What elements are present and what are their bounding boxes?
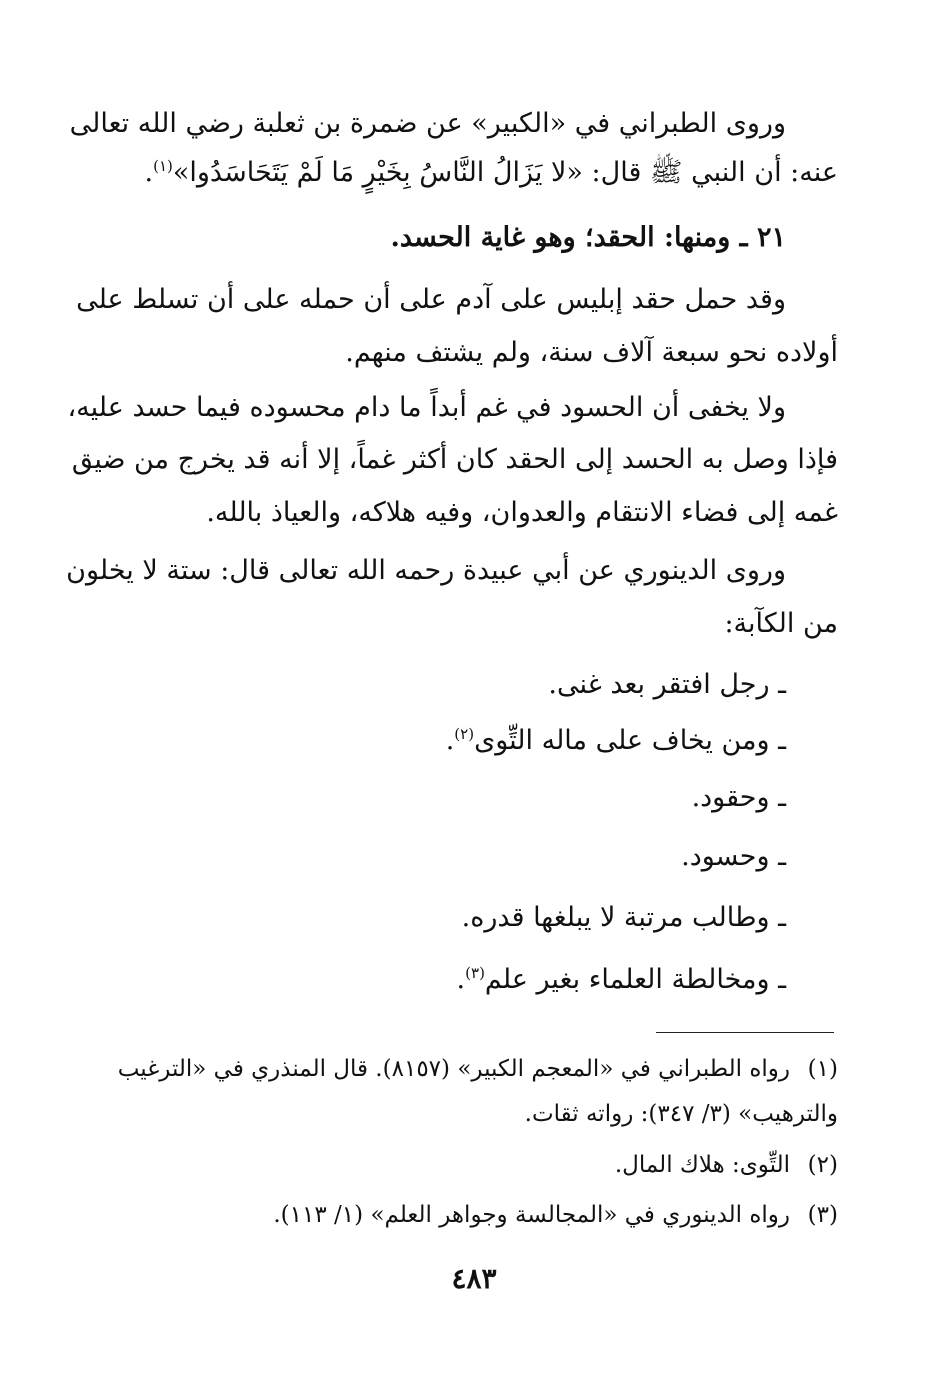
paragraph-3-line-1: ولا يخفى أن الحسود في غم أبداً ما دام محسوده فيما حسد عليه، (67, 392, 786, 423)
list-item-text: ـ ومخالطة العلماء بغير علم (484, 964, 786, 995)
list-item-text: ـ وطالب مرتبة لا يبلغها قدره. (461, 902, 786, 933)
page-number: ٤٨٣ (451, 1262, 497, 1295)
sentence-end: . (144, 157, 154, 188)
list-item-text: ـ وحقود. (691, 782, 786, 813)
footnote-text: رواه الطبراني في «المعجم الكبير» (٨١٥٧). قال المنذري في «الترغيب (117, 1056, 790, 1082)
sentence-end: . (456, 964, 466, 995)
list-item-text: ـ وحسود. (681, 841, 786, 872)
paragraph-1-line-1: وروى الطبراني في «الكبير» عن ضمرة بن ثعلبة رضي الله تعالى (69, 108, 786, 139)
list-item (126, 960, 838, 1000)
footnote-number: (٣) (807, 1202, 838, 1228)
sentence-end: . (445, 725, 455, 756)
footnote-ref-1: (١) (153, 157, 173, 175)
list-item (126, 721, 838, 761)
footnote-text: التِّوى: هلاك المال. (614, 1152, 790, 1178)
footnote-number: (١) (807, 1056, 838, 1082)
list-item (126, 837, 838, 877)
footnote-text: رواه الدينوري في «المجالسة وجواهر العلم» (١/ ١١٣). (273, 1202, 790, 1228)
paragraph-4-line-1: وروى الدينوري عن أبي عبيدة رحمه الله تعالى قال: ستة لا يخلون (66, 555, 786, 586)
paragraph-4-line-2: من الكآبة: (724, 608, 838, 639)
footnote-ref-3: (٣) (465, 964, 485, 982)
footnote-ref-2: (٢) (454, 725, 475, 743)
footnote-1-continuation: والترهيب» (٣/ ٣٤٧): رواته ثقات. (524, 1101, 838, 1127)
paragraph-2-line-2: أولاده نحو سبعة آلاف سنة، ولم يشتف منهم. (345, 337, 838, 368)
footnote-separator (656, 1032, 834, 1033)
paragraph-2-line-1: وقد حمل حقد إبليس على آدم على أن حمله على أن تسلط على (76, 284, 786, 315)
list-item-text: ـ ومن يخاف على ماله التِّوى (474, 725, 786, 756)
paragraph-3-line-2: فإذا وصل به الحسد إلى الحقد كان أكثر غماً، إلا أنه قد يخرج من ضيق (71, 444, 838, 475)
list-item (126, 778, 838, 818)
footnote-2 (126, 1148, 838, 1182)
list-item (126, 898, 838, 938)
footnote-1 (117, 1052, 838, 1086)
list-item (126, 665, 838, 705)
list-item-text: ـ رجل افتقر بعد غنى. (548, 669, 786, 700)
paragraph-3-line-3: غمه إلى فضاء الانتقام والعدوان، وفيه هلاكه، والعياذ بالله. (206, 497, 838, 528)
hadith-text: عنه: أن النبي ﷺ قال: «لا يَزَالُ النَّاسُ بِخَيْرٍ مَا لَمْ يَتَحَاسَدُوا» (172, 157, 838, 188)
section-heading: ٢١ ـ ومنها: الحقد؛ وهو غاية الحسد. (390, 222, 786, 253)
paragraph-1-line-2 (126, 153, 838, 193)
footnote-3 (126, 1198, 838, 1232)
footnote-number: (٢) (807, 1152, 838, 1178)
